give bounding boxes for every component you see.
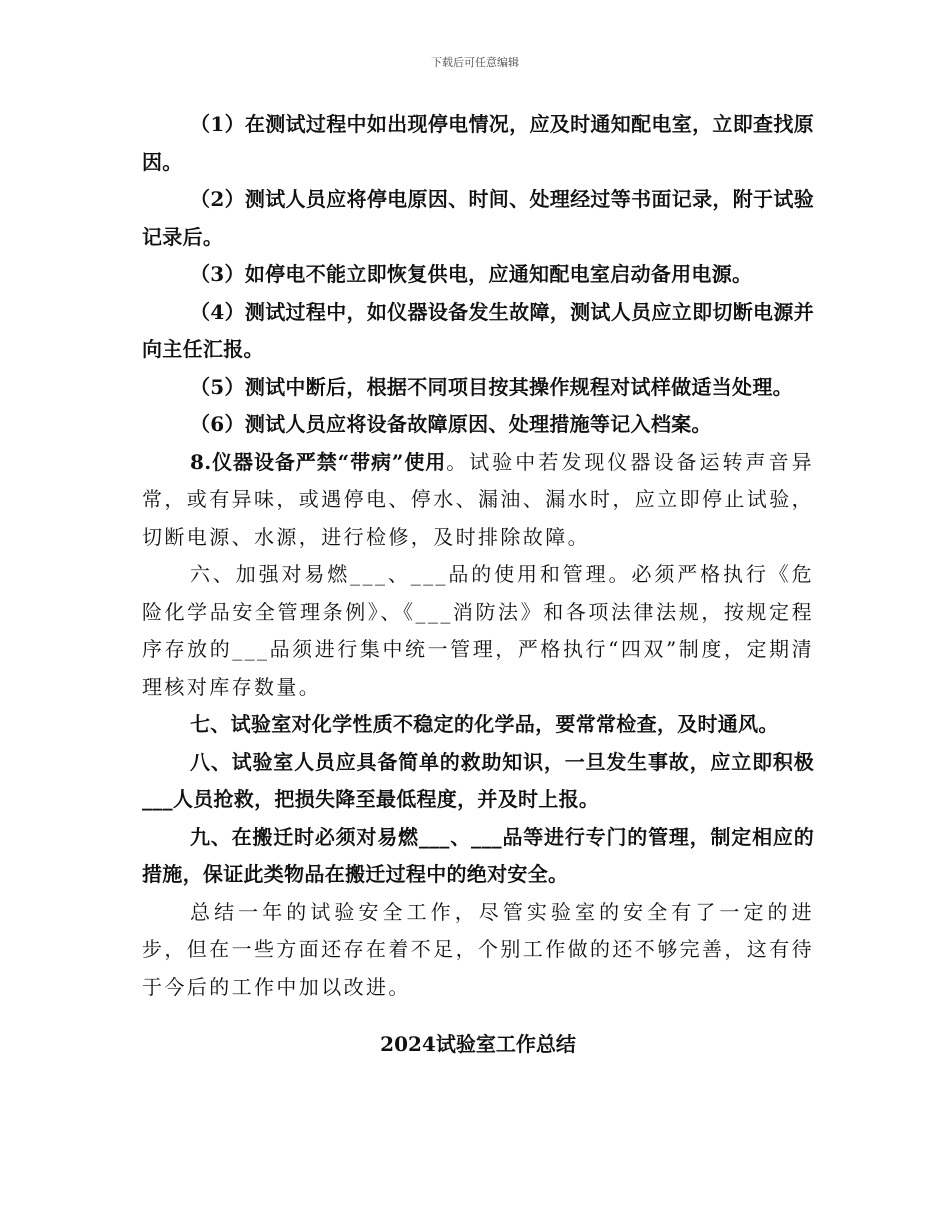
paragraph-equipment-fault-4: （4）测试过程中，如仪器设备发生故障，测试人员应立即切断电源并向主任汇报。 xyxy=(142,299,814,361)
paragraph-section-eight: 八、试验室人员应具备简单的救助知识，一旦发生事故，应立即积极___人员抢救，把损失降至最低程度，并及时上报。 xyxy=(142,749,814,811)
paragraph-test-interrupt-5: （5）测试中断后，根据不同项目按其操作规程对试样做适当处理。 xyxy=(190,374,793,399)
paragraph-records-6: （6）测试人员应将设备故障原因、处理措施等记入档案。 xyxy=(190,412,712,436)
paragraph-section-six: 六、加强对易燃___、___品的使用和管理。必须严格执行《危险化学品安全管理条例》、《___消防法》和各项法律法规，按规定程序存放的___品须进行集中统一管理，严格执行“四双”制度，定期清理核对库存数量。 xyxy=(142,562,814,699)
page-header-note: 下载后可任意编辑 xyxy=(431,56,519,69)
paragraph-power-outage-3: （3）如停电不能立即恢复供电，应通知配电室启动备用电源。 xyxy=(190,262,753,286)
paragraph-equipment-rule-8 xyxy=(142,444,814,557)
paragraph-lead-text: 8.仪器设备严禁“带病”使用 xyxy=(190,449,447,474)
section-title: 2024试验室工作总结 xyxy=(380,1032,576,1056)
paragraph-body-text: 。试验中若发现仪器设备运转声音异常，或有异味，或遇停电、停水、漏油、漏水时，应立即停止试验，切断电源、水源，进行检修，及时排除故障。 xyxy=(142,449,814,549)
paragraph-summary: 总结一年的试验安全工作，尽管实验室的安全有了一定的进步，但在一些方面还存在着不足，个别工作做的还不够完善，这有待于今后的工作中加以改进。 xyxy=(142,899,814,999)
paragraph-power-outage-1: （1）在测试过程中如出现停电情况，应及时通知配电室，立即查找原因。 xyxy=(142,112,814,174)
paragraph-section-seven: 七、试验室对化学性质不稳定的化学品，要常常检查，及时通风。 xyxy=(190,712,779,736)
paragraph-section-nine: 九、在搬迁时必须对易燃___、___品等进行专门的管理，制定相应的措施，保证此类物品在搬迁过程中的绝对安全。 xyxy=(142,824,814,886)
document-body xyxy=(142,106,814,1064)
paragraph-power-outage-2: （2）测试人员应将停电原因、时间、处理经过等书面记录，附于试验记录后。 xyxy=(142,187,814,249)
